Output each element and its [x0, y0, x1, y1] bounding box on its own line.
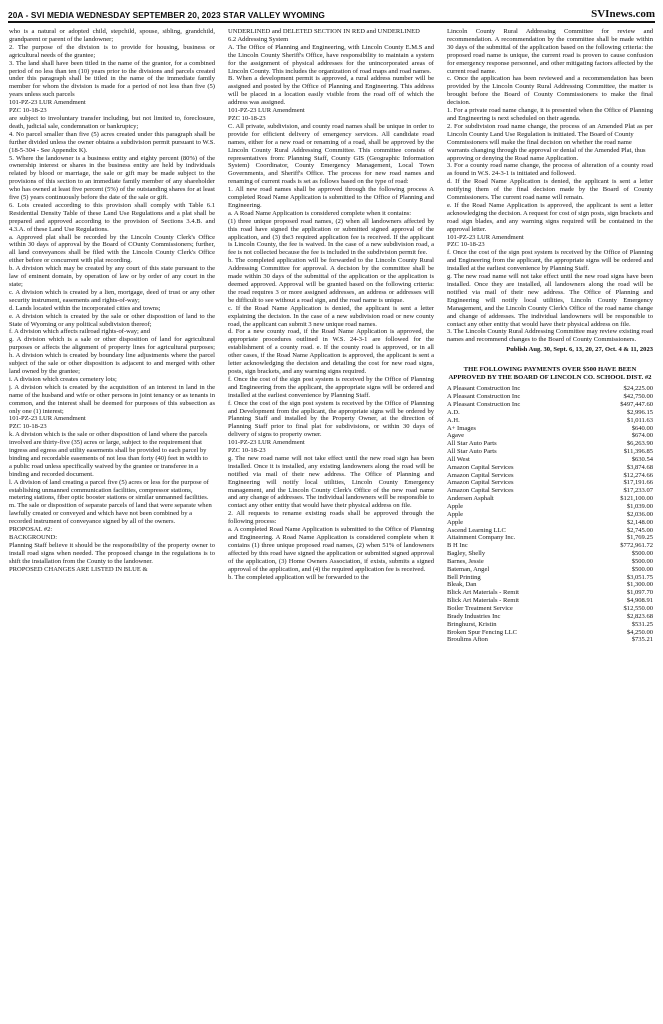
- payment-amount: $500.00: [631, 557, 653, 565]
- payment-amount: $674.00: [631, 432, 653, 440]
- payee-name: Bagley, Shelly: [447, 550, 486, 558]
- payment-row: [447, 629, 653, 637]
- col1-paragraph: i. A division which creates cemetery lots;: [9, 375, 117, 383]
- payment-amount: $6,263.90: [626, 440, 653, 448]
- payment-row: [447, 527, 653, 535]
- col1-paragraph: e. A division which is created by the sale or other disposition of land to the State of Wyoming or any political subdivision thereof;: [9, 312, 215, 328]
- payment-row: [447, 597, 653, 605]
- payee-name: Broulims Afton: [447, 636, 488, 644]
- payment-row: [447, 519, 653, 527]
- payee-name: All Star Auto Parts: [447, 440, 497, 448]
- col1-paragraph: binding and recordable easements of not less than forty (40) feet in width to: [9, 454, 208, 462]
- payment-amount: $1,769.25: [626, 534, 653, 542]
- col3-paragraph: g. The new road name will not take effect until the new road signs have been installed. Once they are installed, all landowners along the road will be notified via mail of their new address. The Office of Planning and Engineering will notify local utilities, Lincoln County Emergency Management, and the Lincoln County Clerk's Office of the road name change and change of addresses. The individual landowners will be responsible to contact any other entity that would have their physical address on file.: [447, 273, 653, 328]
- payment-amount: $500.00: [631, 565, 653, 573]
- payee-name: A.H.: [447, 416, 460, 424]
- column-1: [9, 28, 215, 1018]
- col1-paragraph: d. Lands located within the incorporated cities and towns;: [9, 304, 161, 312]
- col3-paragraph: Lincoln County Rural Addressing Committee for review and recommendation. A recommendation by the committee shall be made within 30 days of the submittal of the application based on the following criteria: the proposed road name is unique, the current road is proven to cause confusion for emergency response personnel, and other mitigating factors affected by the current road name.: [447, 28, 653, 75]
- payment-amount: $42,750.00: [623, 393, 653, 401]
- col3-paragraph: approving or denying the Road name Application.: [447, 154, 579, 162]
- payment-row: [447, 448, 653, 456]
- payments-table: [447, 385, 653, 644]
- col3-paragraph: 3. The Lincoln County Rural Addressing Committee may review existing road names and recommend changes to the Board of County Commissioners.: [447, 328, 653, 344]
- payment-amount: $1,011.63: [627, 416, 653, 424]
- col1-paragraph: 5. Where the landowner is a business entity and eighty percent (80%) of the ownership interest or shares in the business entity are held by individuals related by blood or marriage, the sale or gift may be made subject to the provisions of this section to an immediate family member of any shareholder who has owned at least five percent (5%) of the outstanding shares for at least five (5) years continuously before the date of the sale or gift.: [9, 154, 215, 202]
- col2-paragraph: 1. All new road names shall be approved through the following process A completed Road Name Application is submitted to the Office of Planning and Engineering.: [228, 186, 434, 209]
- col1-paragraph: are subject to involuntary transfer including, but not limited to, foreclosure, death, judicial sale, condemnation or bankruptcy;: [9, 114, 215, 130]
- col3-paragraph: 2. For subdivision road name change, the process of an Amended Plat as per Lincoln County Land Use Regulation is initiated. The Board of County: [447, 122, 653, 138]
- payee-name: Apple: [447, 510, 463, 518]
- payment-row: [447, 495, 653, 503]
- payment-row: [447, 511, 653, 519]
- col2-paragraph: b. The completed application will be forwarded to the Lincoln County Rural Addressing Committee for approval. A decision by the committee shall be made within 30 days of the submittal of the application or the application is deemed approved. Approval will be granted based on the following criteria: the road requires 3 or more assigned addresses, an address or addresses will be difficult to see without a road sign, and the road name is unique.: [228, 257, 434, 304]
- col2-paragraph: a. A completed Road Name Application is submitted to the Office of Planning and Engineering. A Road Name Application is considered complete when it contains (1) three unique proposed road names, (2) when 51% of landowners affected by this road have signed the application or submitted signed approval of the application, (3) Home Owners Association, if exists, submits a signed approval of the application, and (4) the required application fee is received.: [228, 526, 434, 573]
- payment-row: [447, 456, 653, 464]
- col1-paragraph: PZC 10-18-23: [9, 107, 47, 115]
- col1-paragraph: establishing unmanned communication facilities, compressor stations,: [9, 486, 193, 494]
- payee-name: A Pleasant Construction Inc: [447, 401, 521, 409]
- col1-paragraph: 6. Lots created according to this provision shall comply with Table 6.1 Residential Density Table of these Land Use Regulations and a plat shall be prepared and approved according to the provision of Sections 3.4.B. and 4.3.A. of these Land Use Regulations.: [9, 201, 215, 233]
- payment-amount: $3,051.75: [626, 573, 653, 581]
- col2-paragraph: g. The new road name will not take effect until the new road sign has been installed. Once it is installed, any existing landowners along the road will be notified via mail of their new address. The Office of Planning and Engineering will notify local utilities, Lincoln County Emergency management, and the Lincoln County Clerk's Office of the new road name and any change of addresses. The individual landowners will be responsible to contact any other entity that would have their physical address on file.: [228, 454, 434, 510]
- col3-paragraph: warrants changing through the approval or denial of the Amended Plat, thus: [447, 146, 646, 154]
- header-dateline: 20A - SVI MEDIA WEDNESDAY SEPTEMBER 20, 2023 STAR VALLEY WYOMING: [8, 10, 325, 20]
- payment-row: [447, 566, 653, 574]
- col1-paragraph: Planning Staff believe it should be the responsibility of the property owner to install road signs when needed. The proposed change in the regulations is to shift the installation from the County to the landowner.: [9, 541, 215, 565]
- payment-amount: $17,233.07: [623, 487, 653, 495]
- payment-amount: $4,908.91: [626, 597, 653, 605]
- col2-paragraph: a. A Road Name Application is considered complete when it contains:: [228, 209, 412, 217]
- publish-note: Publish Aug. 30, Sept. 6, 13, 20, 27, Oct. 4 & 11, 2023: [506, 346, 653, 354]
- payment-row: [447, 464, 653, 472]
- col1-paragraph: a. Approved plat shall be recorded by the Lincoln County Clerk's Office within 30 days of approval by the Board of COunty Commissioners; further, all land conveyances shall be filed with the Lincoln County Clerk's Office either before or concurrent with plat recording.: [9, 233, 215, 265]
- payment-amount: $772,961.72: [620, 542, 653, 550]
- col1-paragraph: recorded instrument of conveyance signed by all of the owners.: [9, 518, 176, 526]
- payments-title: [447, 366, 653, 382]
- col1-paragraph: who is a natural or adopted child, stepchild, spouse, sibling, grandchild, grandparent or parent of the landowner;: [9, 28, 215, 43]
- payee-name: Amazon Capital Services: [447, 479, 514, 487]
- payment-row: [447, 542, 653, 550]
- payments-title-line-1: THE FOLLOWING PAYMENTS OVER $500 HAVE BEEN: [463, 366, 637, 374]
- payee-name: Blick Art Materials - Remit: [447, 589, 520, 597]
- col3-paragraph: f. Once the cost of the sign post system is received by the Office of Planning and Engineering from the applicant, the appropriate signs will be ordered and installed at the earliest convenience by Planning Staff.: [447, 249, 653, 273]
- payment-row: [447, 621, 653, 629]
- payment-amount: $531.25: [631, 620, 653, 628]
- payment-row: [447, 401, 653, 409]
- payment-row: [447, 409, 653, 417]
- payee-name: Bringhurst, Kristin: [447, 620, 497, 628]
- col1-paragraph: l. A division of land creating a parcel five (5) acres or less for the purpose of: [9, 478, 209, 486]
- col2-paragraph: PZC 10-18-23: [228, 114, 266, 122]
- col3-paragraph: 3. For a county road name change, the process of alteration of a county road as found in W.S. 24-3-1 is initiated and followed.: [447, 162, 653, 178]
- payment-amount: $11,396.85: [623, 448, 653, 456]
- payment-row: [447, 581, 653, 589]
- payee-name: All West: [447, 455, 470, 463]
- col1-paragraph: 2. The purpose of the division is to provide for housing, business or agricultural needs of the grantee;: [9, 43, 215, 59]
- payment-amount: $1,039.00: [626, 503, 653, 510]
- header-website: SVInews.com: [591, 8, 655, 20]
- payment-row: [447, 432, 653, 440]
- col2-paragraph: 101-PZ-23 LUR Amendment: [228, 439, 305, 447]
- col2-paragraph: c. If the Road Name Application is denied, the applicant is sent a letter explaining the decision. In the case of a new subdivision road or new county road, the applicant can submit 3 new unique road names.: [228, 304, 434, 328]
- payee-name: Apple: [447, 518, 463, 526]
- col1-paragraph: c. A division which is created by a lien, mortgage, deed of trust or any other security instrument, easements and rights-of-way;: [9, 288, 215, 304]
- payment-amount: $121,100.00: [620, 495, 653, 503]
- payee-name: Amazon Capital Services: [447, 463, 514, 471]
- payment-amount: $2,996.15: [626, 408, 653, 416]
- payment-row: [447, 479, 653, 487]
- payment-row: [447, 503, 653, 511]
- col2-paragraph: B. When a development permit is approved, a rural address number will be assigned and posted by the Office of Planning and Engineering. This address will be placed in a location easily visible from the road off of which the address was assigned.: [228, 75, 434, 107]
- payment-amount: $735.21: [631, 636, 653, 644]
- col1-paragraph: 3. The land shall have been titled in the name of the grantor, for a combined period of no less than ten (10) years prior to the divisions and parcels created under this paragraph shall be titled in the name of the immediate family member for whom the division is made for a period of not less than five (5) years unless such parcels: [9, 59, 215, 99]
- payment-amount: $640.00: [631, 424, 653, 432]
- payee-name: Bateman, Angel: [447, 565, 490, 573]
- col2-paragraph: d. For a new county road, if the Road Name Application is approved, the appropriate procedures outlined in W.S. 24-3-1 are followed for the establishment of a county road. e. If the county road is approved, or in all other cases, if the Road Name Application is approved, the applicant is sent a letter acknowledging the decision and detailing the cost for new road signs, posts, sign brackets, and any warning signs required.: [228, 328, 434, 375]
- payment-amount: $2,148.00: [626, 518, 653, 526]
- payment-row: [447, 440, 653, 448]
- payee-name: Amazon Capital Services: [447, 487, 514, 495]
- col2-paragraph: 101-PZ-23 LUR Amendment: [228, 107, 305, 115]
- payment-row: [447, 425, 653, 433]
- payment-amount: $4,250.00: [626, 628, 653, 636]
- col1-paragraph: PROPOSED CHANGES ARE LISTED IN BLUE &: [9, 565, 148, 573]
- payment-row: [447, 472, 653, 480]
- payment-amount: $17,191.66: [623, 479, 653, 487]
- payee-name: Barnes, Jessie: [447, 557, 484, 565]
- payment-row: [447, 534, 653, 542]
- col2-paragraph: A. The Office of Planning and Engineering, with Lincoln County E.M.S and the Lincoln County Sheriff's Office, have responsibility to maintain a system for the assignment of physical addresses for the unincorporated areas of Lincoln County. This includes the organization of road maps and road names.: [228, 43, 434, 75]
- col1-paragraph: metering stations, fiber optic booster stations or similar unmanned facilities.: [9, 494, 209, 502]
- payee-name: Andersen Asphalt: [447, 495, 494, 503]
- col1-paragraph: b. A division which may be created by any court of this state pursuant to the law of eminent domain, by operation of law or by order of any court in the state;: [9, 265, 215, 288]
- payment-row: [447, 605, 653, 613]
- payment-row: [447, 613, 653, 621]
- payee-name: Bell Printing: [447, 573, 481, 581]
- column-3-text: [447, 28, 653, 344]
- payment-row: [447, 385, 653, 393]
- payee-name: Bleak, Dan: [447, 581, 477, 589]
- column-3: [447, 28, 653, 1018]
- col3-paragraph: Commissioners will make the final decision on whether the road name: [447, 138, 632, 146]
- col2-paragraph: b. The completed application will be forwarded to the: [228, 573, 369, 581]
- column-2: [228, 28, 434, 1018]
- header-rule: [8, 21, 655, 23]
- col1-paragraph: 4. No parcel smaller than five (5) acres created under this paragraph shall be further divided unless the owner obtains a subdivision permit pursuant to W.S. (18-5-304 - See Appendix K).: [9, 130, 215, 154]
- col1-paragraph: PZC 10-18-23: [9, 423, 47, 431]
- col1-paragraph: involved are thirty-five (35) acres or large, subject to the requirement that: [9, 439, 202, 447]
- payment-row: [447, 393, 653, 401]
- payment-row: [447, 558, 653, 566]
- payee-name: Broken Spur Fencing LLC: [447, 628, 518, 636]
- payment-amount: $1,097.70: [626, 589, 653, 597]
- col1-paragraph: k. A division which is the sale or other disposition of land where the parcels: [9, 431, 208, 439]
- payment-row: [447, 589, 653, 597]
- payee-name: Amazon Capital Services: [447, 471, 514, 479]
- payments-title-line-2: APPROVED BY THE BOARD OF LINCOLN CO. SCHOOL DIST. #2: [448, 374, 652, 382]
- payment-row: [447, 574, 653, 582]
- col1-paragraph: BACKGROUND:: [9, 534, 58, 541]
- col1-paragraph: f. A division which affects railroad rights-of-way; and: [9, 328, 150, 336]
- payment-amount: $2,745.00: [626, 526, 653, 534]
- col2-paragraph: f. Once the cost of the sign post system is received by the Office of Planning and Development from the applicant, the appropriate signs will be ordered by Planning Staff and installed by the Property Owner, at the direction of Planning Staff prior to final plat for subdivisions, or within 30 days of delivery of signs to property owner.: [228, 399, 434, 439]
- col1-paragraph: ingress and egress and utility easements shall be provided to each parcel by: [9, 447, 207, 455]
- payment-amount: $630.54: [631, 455, 653, 463]
- payment-amount: $12,550.00: [623, 604, 653, 612]
- col2-paragraph: (1) three unique proposed road names, (2) when all landowners affected by this road have signed the application or submitted signed approval of the application, and (3) the3 required application fee is received. If the applicant is Lincoln County, the fee is waived. In the case of a new subdivision road, a fee is not collected because the fee is included in the subdivision permit fee.: [228, 217, 434, 257]
- payment-amount: $3,874.68: [626, 463, 653, 471]
- col1-paragraph: j. A division which is created by the acquisition of an interest in land in the name of the husband and wife or other persons in joint tenancy or as tenants in common, and the interest shall be deemed for purposes of this subsection as only one (1) interest;: [9, 383, 215, 415]
- col1-paragraph: lawfully created or conveyed and which have not been combined by a: [9, 510, 193, 518]
- col3-paragraph: d. If the Road Name Application is denied, the applicant is sent a letter notifying them of the final decision made by the Board of County Commissioners. The current road name will remain.: [447, 178, 653, 202]
- col1-paragraph: binding and recorded document.: [9, 470, 94, 478]
- payment-row: [447, 417, 653, 425]
- col1-paragraph: 101-PZ-23 LUR Amendment: [9, 415, 86, 423]
- payee-name: Blick Art Materials - Remit: [447, 597, 520, 605]
- col3-paragraph: e. If the Road Name Application is approved, the applicant is sent a letter acknowledging the decision. A request for cost of sign posts, sign brackets and road sign blades, and any warning signs required will be contained in the approval letter.: [447, 201, 653, 233]
- col1-paragraph: 101-PZ-23 LUR Amendment: [9, 99, 86, 107]
- payee-name: Brady Industries Inc: [447, 612, 501, 620]
- payee-name: Attainment Company Inc.: [447, 534, 516, 542]
- payment-row: [447, 487, 653, 495]
- payment-amount: $2,823.68: [626, 612, 653, 620]
- payee-name: B H Inc: [447, 542, 468, 550]
- payee-name: A+ Images: [447, 424, 476, 432]
- col3-paragraph: PZC 10-18-23: [447, 241, 485, 249]
- payment-amount: $500.00: [631, 550, 653, 558]
- col2-paragraph: C. All private, subdivision, and county road names shall be unique in order to provide for efficient delivery of emergency services. All candidate road names, either for a new road or renaming of a road, shall be approved by the Lincoln County Rural Addressing Committee. This committee consists of representatives from: Planning Staff, County GIS (Geographic Information System) Coordinator, County Emergency Management, Local Town Governments, and Sheriff's Office. The process for new road names and renaming of current roads is set as follows based on the type of road:: [228, 122, 434, 186]
- col3-paragraph: c. Once the application has been reviewed and a recommendation has been provided by the Lincoln County Rural Addressing Committee, the matter is brought before the Board of County Commissioners to make the final decision.: [447, 75, 653, 107]
- payment-row: [447, 636, 653, 644]
- col2-paragraph: UNDERLINED and DELETED SECTION IN RED and UNDERLINED: [228, 28, 420, 35]
- col1-paragraph: a public road unless specifically waived by the grantee or transferee in a: [9, 462, 199, 470]
- payee-name: A Pleasant Construction Inc: [447, 393, 521, 401]
- col1-paragraph: m. The sale or disposition of separate parcels of land that were separate when: [9, 502, 212, 510]
- payee-name: A.D.: [447, 408, 460, 416]
- payment-row: [447, 550, 653, 558]
- payee-name: Apple: [447, 503, 463, 510]
- col2-paragraph: 6.2 Addressing System: [228, 35, 289, 43]
- payment-amount: $12,274.66: [623, 471, 653, 479]
- payee-name: All Star Auto Parts: [447, 448, 497, 456]
- payment-amount: $2,036.00: [626, 510, 653, 518]
- payment-amount: $1,300.00: [626, 581, 653, 589]
- payee-name: Ascend Learning LLC: [447, 526, 506, 534]
- page-header: [8, 4, 655, 20]
- col1-paragraph: g. A division which is a sale or other disposition of land for agricultural purposes or affects the alignment of property lines for agricultural purposes; h. A division which is created by boundary line adjustments where the parcel subject of the sale or other disposition is adjacent to and merged with other land owned by the grantee;: [9, 336, 215, 375]
- col1-paragraph: PROPOSAL #2:: [9, 526, 53, 534]
- payment-amount: $497,447.60: [620, 401, 653, 409]
- col3-paragraph: 101-PZ-23 LUR Amendment: [447, 233, 524, 241]
- payment-amount: $24,225.00: [623, 385, 653, 393]
- col2-paragraph: PZC 10-18-23: [228, 447, 266, 455]
- payee-name: Agave: [447, 432, 465, 440]
- col3-paragraph: 1. For a private road name change, it is presented when the Office of Planning and Engineering is next scheduled on their agenda.: [447, 107, 653, 122]
- col2-paragraph: f. Once the cost of the sign post system is received by the Office of Planning and Engineering from the applicant, the appropriate signs will be ordered and installed at the earliest convenience by Planning Staff.: [228, 375, 434, 399]
- payee-name: A Pleasant Construction Inc: [447, 385, 521, 393]
- col2-paragraph: 2. All requests to rename existing roads shall be approved through the following process:: [228, 510, 434, 526]
- payee-name: Boiler Treatment Service: [447, 604, 513, 612]
